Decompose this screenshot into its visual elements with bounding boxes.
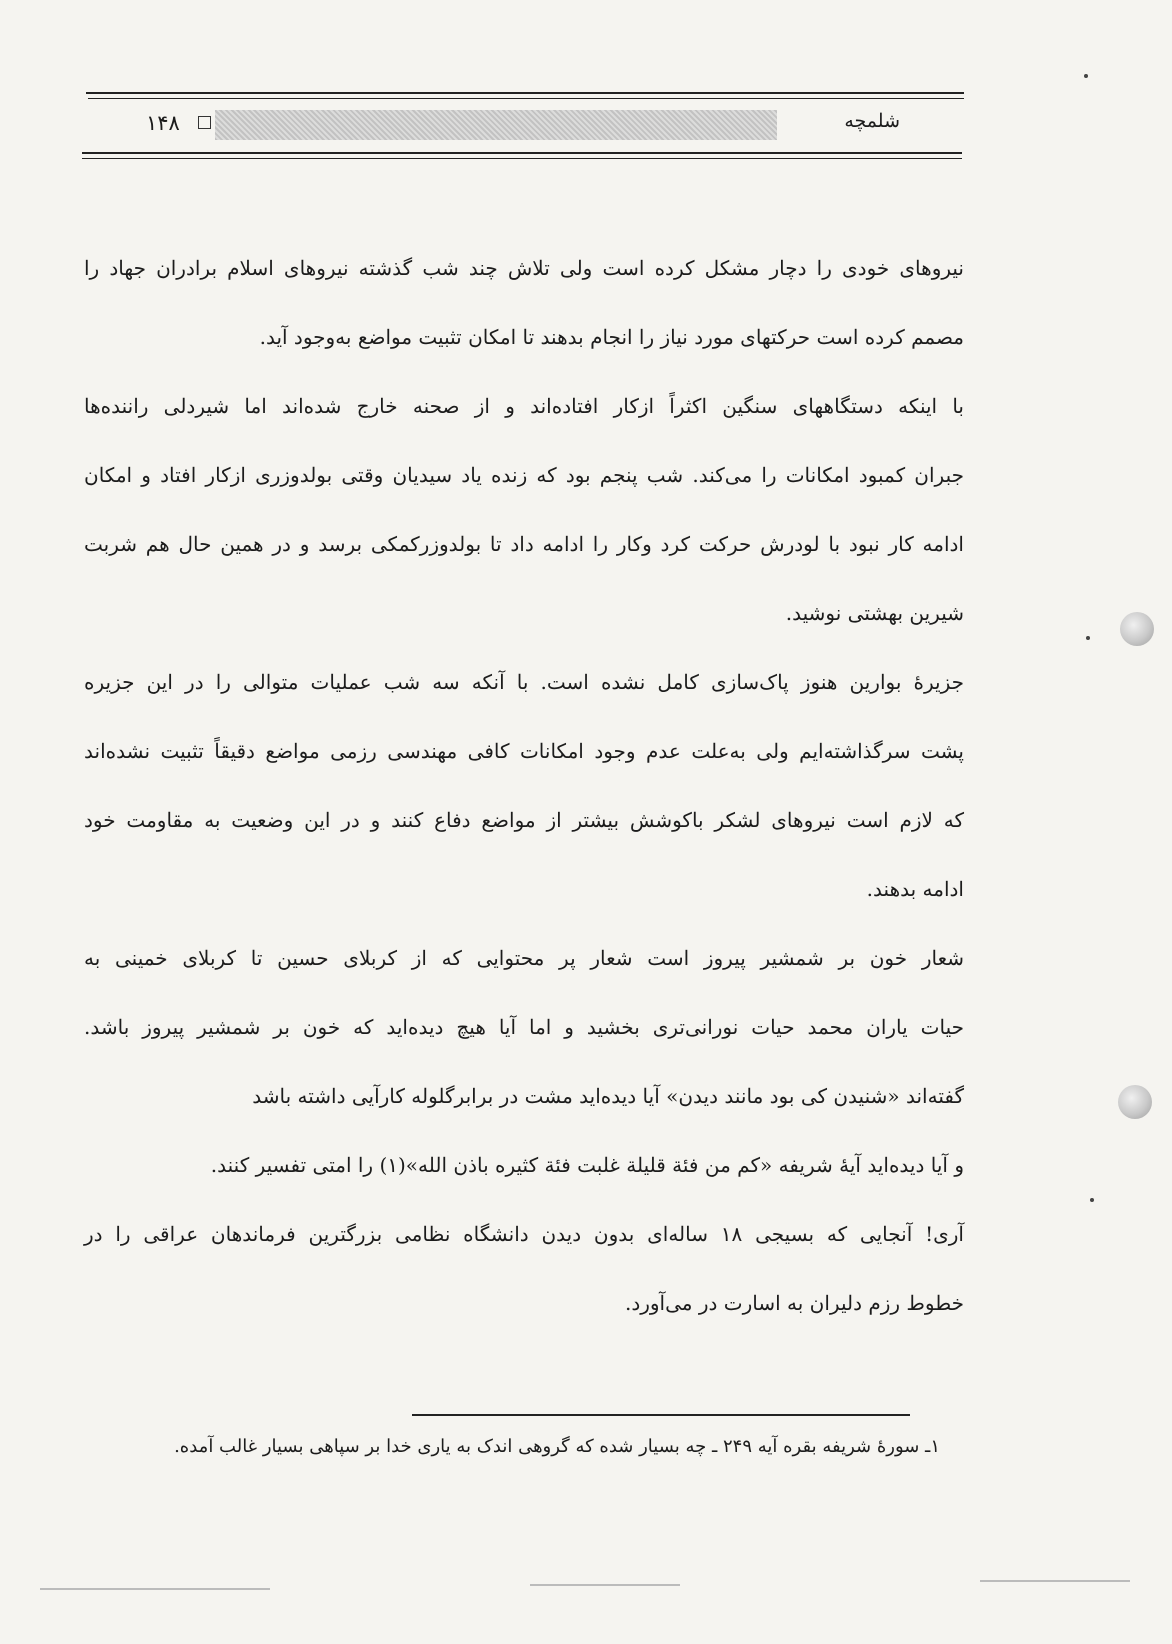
text-line: با اینکه دستگاههای سنگین اکثراً ازکار افتاده‌اند و از صحنه خارج شده‌اند اما شیردلی راننده‌ها <box>84 394 964 418</box>
header-rule-bottom <box>82 152 962 154</box>
text-line: شعار خون بر شمشیر پیروز است شعار پر محتوایی که از کربلای حسین تا کربلای خمینی به <box>84 946 964 970</box>
scan-smudge <box>530 1584 680 1586</box>
punch-hole <box>1118 1085 1152 1119</box>
running-head: شلمچه <box>844 110 900 132</box>
header-tint-band <box>215 110 777 140</box>
text-line: ادامه بدهند. <box>866 877 964 901</box>
body-text <box>84 248 964 1352</box>
text-line: گفته‌اند «شنیدن کی بود مانند دیدن» آیا دیده‌اید مشت در برابرگلوله کارآیی داشته باشد <box>252 1084 964 1108</box>
text-line: مصمم کرده است حرکتهای مورد نیاز را انجام بدهند تا امکان تثبیت مواضع به‌وجود آید. <box>259 325 964 349</box>
header-rule-top <box>86 92 964 94</box>
scan-speck <box>1090 1198 1094 1202</box>
text-line: شیرین بهشتی نوشید. <box>785 601 964 625</box>
text-line: حیات یاران محمد حیات نورانی‌تری بخشید و اما آیا هیچ دیده‌اید که خون بر شمشیر پیروز باشد. <box>84 1015 964 1039</box>
scan-smudge <box>40 1588 270 1590</box>
page-number-box-icon <box>198 116 211 129</box>
page-number: ۱۴۸ <box>146 111 180 135</box>
text-line: پشت سرگذاشته‌ایم ولی به‌علت عدم وجود امکانات کافی مهندسی رزمی مواضع دقیقاً تثبیت نشده‌اند <box>84 739 964 763</box>
text-line: و آیا دیده‌اید آیهٔ شریفه «کم من فئة قلیلة غلبت فئة کثیره باذن الله»(۱) را امتی تفسیر کنند. <box>210 1153 964 1177</box>
scan-smudge <box>980 1580 1130 1582</box>
scan-speck <box>1086 636 1090 640</box>
scan-speck <box>1084 74 1088 78</box>
footnote: ۱ـ سورهٔ شریفه بقره آیه ۲۴۹ ـ چه بسیار شده که گروهی اندک به یاری خدا بر سپاهی بسیار غالب آمده. <box>174 1436 940 1457</box>
text-line: جبران کمبود امکانات را می‌کند. شب پنجم بود که زنده یاد سیدیان وقتی بولدوزری ازکار افتاد و امکان <box>84 463 964 487</box>
header-rule-bottom-thin <box>82 158 962 159</box>
text-line: ادامه کار نبود با لودرش حرکت کرد وکار را ادامه داد تا بولدوزرکمکی برسد و در همین حال هم شربت <box>84 532 964 556</box>
header-rule-top-thin <box>88 98 964 99</box>
text-line: که لازم است نیروهای لشکر باکوشش بیشتر از مواضع دفاع کنند و در این وضعیت به مقاومت خود <box>84 808 964 832</box>
footnote-rule <box>412 1414 910 1416</box>
text-line: جزیرهٔ بوارین هنوز پاک‌سازی کامل نشده است. با آنکه سه شب عملیات متوالی را در این جزیره <box>84 670 964 694</box>
text-line: خطوط رزم دلیران به اسارت در می‌آورد. <box>624 1291 964 1315</box>
text-line: نیروهای خودی را دچار مشکل کرده است ولی تلاش چند شب گذشته نیروهای اسلام برادران جهاد را <box>84 256 964 280</box>
text-line: آری! آنجایی که بسیجی ۱۸ ساله‌ای بدون دیدن دانشگاه نظامی بزرگترین فرماندهان عراقی را در <box>84 1222 964 1246</box>
punch-hole <box>1120 612 1154 646</box>
